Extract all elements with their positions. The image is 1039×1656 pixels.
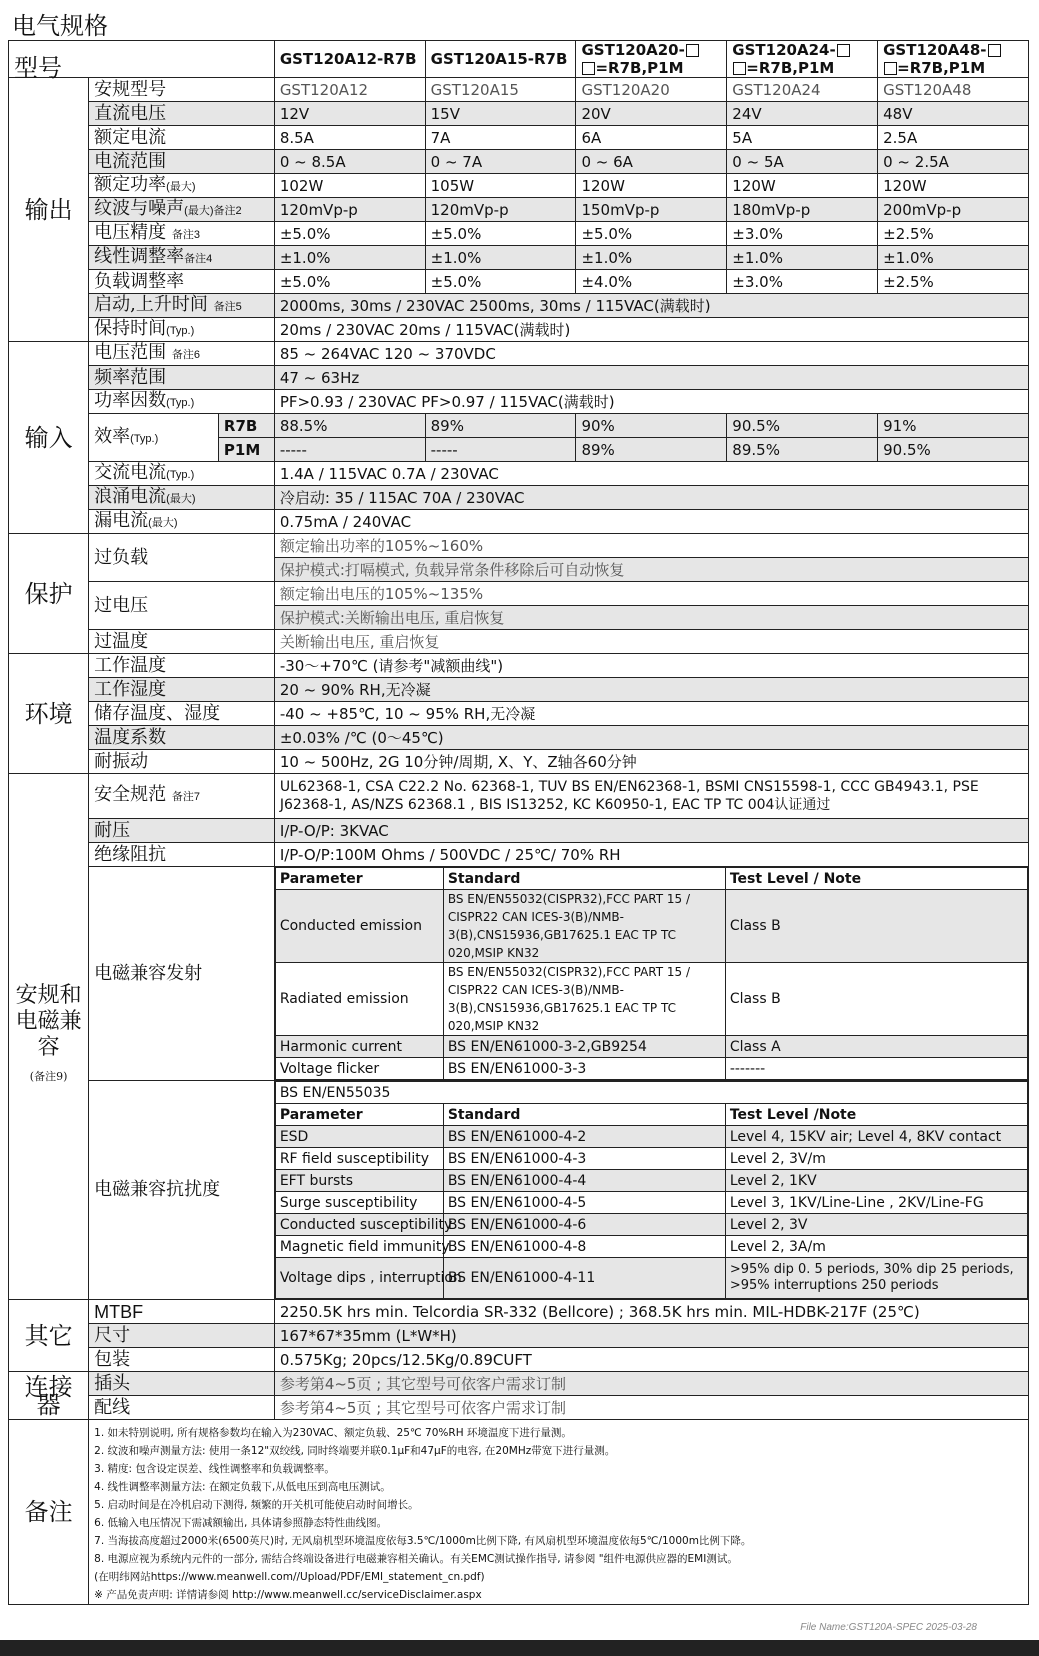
cell: 0 ~ 2.5A xyxy=(878,150,1029,174)
row-label: 直流电压 xyxy=(89,102,275,126)
cell: Level 2, 3V xyxy=(725,1214,1027,1236)
emi-row xyxy=(275,1058,1027,1080)
cell: ----- xyxy=(274,438,425,462)
col-header: Test Level / Note xyxy=(725,868,1027,890)
cell: -30～+70℃ (请参考"减额曲线") xyxy=(274,654,1028,678)
input-row xyxy=(9,366,1029,390)
cell: ±1.0% xyxy=(425,246,576,270)
row-label: 过电压 xyxy=(89,582,275,630)
cell: BS EN/EN55035 xyxy=(275,1082,1027,1104)
cell: 150mVp-p xyxy=(576,198,727,222)
cell: BS EN/EN61000-3-2,GB9254 xyxy=(443,1036,725,1058)
cell: 120W xyxy=(576,174,727,198)
cell: Surge susceptibility xyxy=(275,1192,443,1214)
row-label: 安全规范 备注7 xyxy=(89,774,275,819)
bottom-bar xyxy=(0,1640,1039,1656)
connector-row xyxy=(9,1372,1029,1396)
row-label: 浪涌电流(最大) xyxy=(89,486,275,510)
hold-value: 20ms / 230VAC 20ms / 115VAC(满载时) xyxy=(274,318,1028,342)
row-label: 耐压 xyxy=(89,819,275,843)
row-label: 启动,上升时间 备注5 xyxy=(89,294,275,318)
input-row xyxy=(9,390,1029,414)
row-label: 配线 xyxy=(89,1396,275,1420)
output-row xyxy=(9,102,1029,126)
row-label: 线性调整率备注4 xyxy=(89,246,275,270)
cell: 7A xyxy=(425,126,576,150)
cell: 105W xyxy=(425,174,576,198)
output-row xyxy=(9,78,1029,102)
ems-row xyxy=(275,1236,1027,1258)
cell: BS EN/EN55032(CISPR32),FCC PART 15 / CISPR22 CAN ICES-3(B)/NMB-3(B),CNS15936,GB17625.1 EAC TP TC 020,MSIP KN32 xyxy=(443,890,725,963)
output-row xyxy=(9,150,1029,174)
col-header: Standard xyxy=(443,868,725,890)
cell: GST120A48 xyxy=(878,78,1029,102)
cell: 6A xyxy=(576,126,727,150)
cell: ±2.5% xyxy=(878,270,1029,294)
cell: GST120A24 xyxy=(727,78,878,102)
cell: 15V xyxy=(425,102,576,126)
output-row xyxy=(9,174,1029,198)
cell: I/P-O/P:100M Ohms / 500VDC / 25℃/ 70% RH xyxy=(274,843,1028,867)
cell: 保护模式:关断输出电压, 重启恢复 xyxy=(274,606,1028,630)
model-12: GST120A12-R7B xyxy=(274,41,425,78)
cell: 90.5% xyxy=(878,438,1029,462)
row-label: 效率(Typ.) xyxy=(89,414,219,462)
cell: ±5.0% xyxy=(576,222,727,246)
note-line: (在明纬网站https://www.meanwell.com//Upload/PDF/EMI_statement_cn.pdf) xyxy=(94,1571,485,1583)
cell: 额定输出功率的105%~160% xyxy=(274,534,1028,558)
row-label: 工作温度 xyxy=(89,654,275,678)
emi-cell xyxy=(274,867,1028,1081)
ems-row xyxy=(275,1214,1027,1236)
row-label: MTBF xyxy=(89,1300,275,1324)
cell: 102W xyxy=(274,174,425,198)
cell: BS EN/EN61000-4-11 xyxy=(443,1258,725,1299)
cell: 20V xyxy=(576,102,727,126)
cell: UL62368-1, CSA C22.2 No. 62368-1, TUV BS EN/EN62368-1, BSMI CNS15598-1, CCC GB4943.1, PSE J62368-1, AS/NZS 62368.1 , BIS IS13252, KC K60950-1, EAC TP TC 004认证通过 xyxy=(274,774,1028,819)
cell: ±0.03% /℃ (0～45℃) xyxy=(274,726,1028,750)
note-line: 2. 纹波和噪声测量方法: 使用一条12"双绞线, 同时终端要并联0.1μF和47μF的电容, 在20MHz带宽下进行量测。 xyxy=(94,1445,616,1457)
row-label: 电压精度 备注3 xyxy=(89,222,275,246)
row-label: 包装 xyxy=(89,1348,275,1372)
output-row xyxy=(9,222,1029,246)
cell: ±5.0% xyxy=(274,222,425,246)
cell: ±1.0% xyxy=(576,246,727,270)
row-label: 电流范围 xyxy=(89,150,275,174)
cell: 85 ~ 264VAC 120 ~ 370VDC xyxy=(274,342,1028,366)
protection-row xyxy=(9,534,1029,558)
group-safety: 安规和电磁兼容 (备注9) xyxy=(9,774,89,1300)
environment-row xyxy=(9,726,1029,750)
input-row xyxy=(9,342,1029,366)
cell: Magnetic field immunity xyxy=(275,1236,443,1258)
safety-row xyxy=(9,774,1029,819)
ems-cell xyxy=(274,1081,1028,1300)
group-input: 输入 xyxy=(9,342,89,534)
row-label: 温度系数 xyxy=(89,726,275,750)
model-label: 型号 xyxy=(9,41,275,78)
cell: ±1.0% xyxy=(727,246,878,270)
cell: 2250.5K hrs min. Telcordia SR-332 (Bellcore) ; 368.5K hrs min. MIL-HDBK-217F (25℃) xyxy=(274,1300,1028,1324)
checkbox-icon xyxy=(582,62,595,75)
protection-row xyxy=(9,630,1029,654)
spec-table xyxy=(8,40,1029,1605)
output-row xyxy=(9,318,1029,342)
cell: 额定输出电压的105%~135% xyxy=(274,582,1028,606)
cell: GST120A20 xyxy=(576,78,727,102)
cell: 89% xyxy=(425,414,576,438)
cell: BS EN/EN61000-3-3 xyxy=(443,1058,725,1080)
cell: 180mVp-p xyxy=(727,198,878,222)
cell: Class B xyxy=(725,890,1027,963)
cell: ----- xyxy=(425,438,576,462)
model-24: GST120A24- =R7B,P1M xyxy=(727,41,878,78)
cell: 参考第4~5页 ; 其它型号可依客户需求订制 xyxy=(274,1372,1028,1396)
cell: ESD xyxy=(275,1126,443,1148)
cell: Voltage flicker xyxy=(275,1058,443,1080)
emi-table xyxy=(275,867,1028,1080)
safety-row xyxy=(9,819,1029,843)
cell: Class B xyxy=(725,963,1027,1036)
checkbox-icon xyxy=(837,44,850,57)
cell: 0 ~ 6A xyxy=(576,150,727,174)
input-row xyxy=(9,510,1029,534)
row-label: 交流电流(Typ.) xyxy=(89,462,275,486)
cell: 0 ~ 7A xyxy=(425,150,576,174)
sub-label: P1M xyxy=(218,438,274,462)
note-line: 8. 电源应视为系统内元件的一部分, 需结合终端设备进行电磁兼容相关确认。有关EMC测试操作指导, 请参阅 "组件电源供应器的EMI测试。 xyxy=(94,1553,738,1565)
note-line: 4. 线性调整率测量方法: 在额定负载下,从低电压到高电压测试。 xyxy=(94,1481,391,1493)
cell: ------- xyxy=(725,1058,1027,1080)
cell: 89% xyxy=(576,438,727,462)
emi-row xyxy=(275,963,1027,1036)
row-label: 电磁兼容抗扰度 xyxy=(89,1081,275,1300)
cell: 89.5% xyxy=(727,438,878,462)
cell: ±2.5% xyxy=(878,222,1029,246)
notes-row xyxy=(9,1420,1029,1605)
input-row xyxy=(9,414,1029,438)
note-line: 5. 启动时间是在冷机启动下测得, 频繁的开关机可能使启动时间增长。 xyxy=(94,1499,419,1511)
emi-row xyxy=(275,1036,1027,1058)
connector-row xyxy=(9,1396,1029,1420)
row-label: 安规型号 xyxy=(89,78,275,102)
output-row xyxy=(9,246,1029,270)
note-line: 3. 精度: 包含设定误差、线性调整率和负载调整率。 xyxy=(94,1463,335,1475)
emi-head xyxy=(275,868,1027,890)
cell: Class A xyxy=(725,1036,1027,1058)
cell: GST120A12 xyxy=(274,78,425,102)
cell: BS EN/EN61000-4-4 xyxy=(443,1170,725,1192)
safety-row xyxy=(9,1081,1029,1300)
ems-table xyxy=(275,1081,1028,1299)
file-name-footer: File Name:GST120A-SPEC 2025-03-28 xyxy=(800,1622,977,1633)
cell: 关断输出电压, 重启恢复 xyxy=(274,630,1028,654)
ems-row xyxy=(275,1126,1027,1148)
row-label: 耐振动 xyxy=(89,750,275,774)
cell: 12V xyxy=(274,102,425,126)
model-15: GST120A15-R7B xyxy=(425,41,576,78)
environment-row xyxy=(9,654,1029,678)
cell: BS EN/EN55032(CISPR32),FCC PART 15 / CISPR22 CAN ICES-3(B)/NMB-3(B),CNS15936,GB17625.1 EAC TP TC 020,MSIP KN32 xyxy=(443,963,725,1036)
sub-label: R7B xyxy=(218,414,274,438)
cell: 10 ~ 500Hz, 2G 10分钟/周期, X、Y、Z轴各60分钟 xyxy=(274,750,1028,774)
cell: Conducted emission xyxy=(275,890,443,963)
row-label: 尺寸 xyxy=(89,1324,275,1348)
ems-row xyxy=(275,1170,1027,1192)
group-notes: 备注 xyxy=(9,1420,89,1605)
row-label: 额定功率(最大) xyxy=(89,174,275,198)
environment-row xyxy=(9,678,1029,702)
cell: ±5.0% xyxy=(425,222,576,246)
cell: Voltage dips , interruption xyxy=(275,1258,443,1299)
cell: 47 ~ 63Hz xyxy=(274,366,1028,390)
col-header: Standard xyxy=(443,1104,725,1126)
checkbox-icon xyxy=(884,62,897,75)
col-header: Parameter xyxy=(275,1104,443,1126)
row-label: 工作湿度 xyxy=(89,678,275,702)
cell: Harmonic current xyxy=(275,1036,443,1058)
cell: 120W xyxy=(727,174,878,198)
cell: 0 ~ 8.5A xyxy=(274,150,425,174)
cell: 0.575Kg; 20pcs/12.5Kg/0.89CUFT xyxy=(274,1348,1028,1372)
cell: BS EN/EN61000-4-3 xyxy=(443,1148,725,1170)
cell: 20 ~ 90% RH,无冷凝 xyxy=(274,678,1028,702)
safety-row xyxy=(9,867,1029,1081)
other-row xyxy=(9,1324,1029,1348)
cell: 167*67*35mm (L*W*H) xyxy=(274,1324,1028,1348)
cell: 120mVp-p xyxy=(425,198,576,222)
output-row xyxy=(9,198,1029,222)
cell: 0 ~ 5A xyxy=(727,150,878,174)
row-label: 电磁兼容发射 xyxy=(89,867,275,1081)
page-title: 电气规格 xyxy=(12,12,108,40)
cell: 120W xyxy=(878,174,1029,198)
cell: EFT bursts xyxy=(275,1170,443,1192)
cell: 8.5A xyxy=(274,126,425,150)
ems-row xyxy=(275,1192,1027,1214)
cell: 48V xyxy=(878,102,1029,126)
cell: 参考第4~5页 ; 其它型号可依客户需求订制 xyxy=(274,1396,1028,1420)
other-row xyxy=(9,1348,1029,1372)
cell: Level 4, 15KV air; Level 4, 8KV contact xyxy=(725,1126,1027,1148)
emi-row xyxy=(275,890,1027,963)
cell: 冷启动: 35 / 115AC 70A / 230VAC xyxy=(274,486,1028,510)
row-label: 储存温度、湿度 xyxy=(89,702,275,726)
row-label: 负载调整率 xyxy=(89,270,275,294)
cell: 120mVp-p xyxy=(274,198,425,222)
cell: -40 ~ +85℃, 10 ~ 95% RH,无冷凝 xyxy=(274,702,1028,726)
cell: BS EN/EN61000-4-6 xyxy=(443,1214,725,1236)
row-label: 电压范围 备注6 xyxy=(89,342,275,366)
cell: ±3.0% xyxy=(727,222,878,246)
cell: 90.5% xyxy=(727,414,878,438)
ems-top xyxy=(275,1082,1027,1104)
row-label: 漏电流(最大) xyxy=(89,510,275,534)
notes-cell xyxy=(89,1420,1029,1605)
cell: BS EN/EN61000-4-8 xyxy=(443,1236,725,1258)
cell: 200mVp-p xyxy=(878,198,1029,222)
row-label: 绝缘阻抗 xyxy=(89,843,275,867)
cell: Level 2, 1KV xyxy=(725,1170,1027,1192)
col-header: Parameter xyxy=(275,868,443,890)
output-row xyxy=(9,294,1029,318)
other-row xyxy=(9,1300,1029,1324)
output-row xyxy=(9,270,1029,294)
cell: 0.75mA / 240VAC xyxy=(274,510,1028,534)
cell: ±5.0% xyxy=(425,270,576,294)
cell: 2.5A xyxy=(878,126,1029,150)
col-header: Test Level /Note xyxy=(725,1104,1027,1126)
row-label: 额定电流 xyxy=(89,126,275,150)
row-label: 过负载 xyxy=(89,534,275,582)
ems-row xyxy=(275,1258,1027,1299)
model-48: GST120A48- =R7B,P1M xyxy=(878,41,1029,78)
group-protection: 保护 xyxy=(9,534,89,654)
cell: Conducted susceptibility xyxy=(275,1214,443,1236)
model-20: GST120A20- =R7B,P1M xyxy=(576,41,727,78)
checkbox-icon xyxy=(988,44,1001,57)
input-row xyxy=(9,462,1029,486)
cell: Level 2, 3A/m xyxy=(725,1236,1027,1258)
cell: 91% xyxy=(878,414,1029,438)
group-output: 输出 xyxy=(9,78,89,342)
cell: Radiated emission xyxy=(275,963,443,1036)
cell: 1.4A / 115VAC 0.7A / 230VAC xyxy=(274,462,1028,486)
cell: >95% dip 0. 5 periods, 30% dip 25 periods, >95% interruptions 250 periods xyxy=(725,1258,1027,1299)
protection-row xyxy=(9,582,1029,606)
group-environment: 环境 xyxy=(9,654,89,774)
cell: BS EN/EN61000-4-2 xyxy=(443,1126,725,1148)
environment-row xyxy=(9,750,1029,774)
cell: 88.5% xyxy=(274,414,425,438)
model-header-row xyxy=(9,41,1029,78)
cell: 90% xyxy=(576,414,727,438)
group-connector: 连接器 xyxy=(9,1372,89,1420)
cell: ±5.0% xyxy=(274,270,425,294)
safety-row xyxy=(9,843,1029,867)
cell: ±4.0% xyxy=(576,270,727,294)
ems-row xyxy=(275,1148,1027,1170)
row-label: 过温度 xyxy=(89,630,275,654)
row-label: 功率因数(Typ.) xyxy=(89,390,275,414)
cell: ±1.0% xyxy=(878,246,1029,270)
cell: PF>0.93 / 230VAC PF>0.97 / 115VAC(满载时) xyxy=(274,390,1028,414)
cell: 保护模式:打嗝模式, 负载异常条件移除后可自动恢复 xyxy=(274,558,1028,582)
cell: RF field susceptibility xyxy=(275,1148,443,1170)
row-label: 纹波与噪声(最大)备注2 xyxy=(89,198,275,222)
note-line: 6. 低输入电压情况下需减额输出, 具体请参照静态特性曲线图。 xyxy=(94,1517,388,1529)
cell: ±1.0% xyxy=(274,246,425,270)
cell: BS EN/EN61000-4-5 xyxy=(443,1192,725,1214)
cell: Level 2, 3V/m xyxy=(725,1148,1027,1170)
row-label: 频率范围 xyxy=(89,366,275,390)
row-label: 插头 xyxy=(89,1372,275,1396)
row-label: 保持时间(Typ.) xyxy=(89,318,275,342)
note-line: 7. 当海拔高度超过2000米(6500英尺)时, 无风扇机型环境温度依每3.5℃/1000m比例下降, 有风扇机型环境温度依每5℃/1000m比例下降。 xyxy=(94,1535,752,1547)
group-other: 其它 xyxy=(9,1300,89,1372)
checkbox-icon xyxy=(733,62,746,75)
note-line: ※ 产品免责声明: 详情请参阅 http://www.meanwell.cc/serviceDisclaimer.aspx xyxy=(94,1589,482,1601)
ems-head xyxy=(275,1104,1027,1126)
input-row xyxy=(9,486,1029,510)
cell: Level 3, 1KV/Line-Line , 2KV/Line-FG xyxy=(725,1192,1027,1214)
startup-value: 2000ms, 30ms / 230VAC 2500ms, 30ms / 115VAC(满载时) xyxy=(274,294,1028,318)
output-row xyxy=(9,126,1029,150)
checkbox-icon xyxy=(686,44,699,57)
cell: I/P-O/P: 3KVAC xyxy=(274,819,1028,843)
cell: GST120A15 xyxy=(425,78,576,102)
cell: ±3.0% xyxy=(727,270,878,294)
environment-row xyxy=(9,702,1029,726)
cell: 5A xyxy=(727,126,878,150)
cell: 24V xyxy=(727,102,878,126)
note-line: 1. 如未特别说明, 所有规格参数均在输入为230VAC、额定负载、25℃ 70%RH 环境温度下进行量测。 xyxy=(94,1427,572,1439)
